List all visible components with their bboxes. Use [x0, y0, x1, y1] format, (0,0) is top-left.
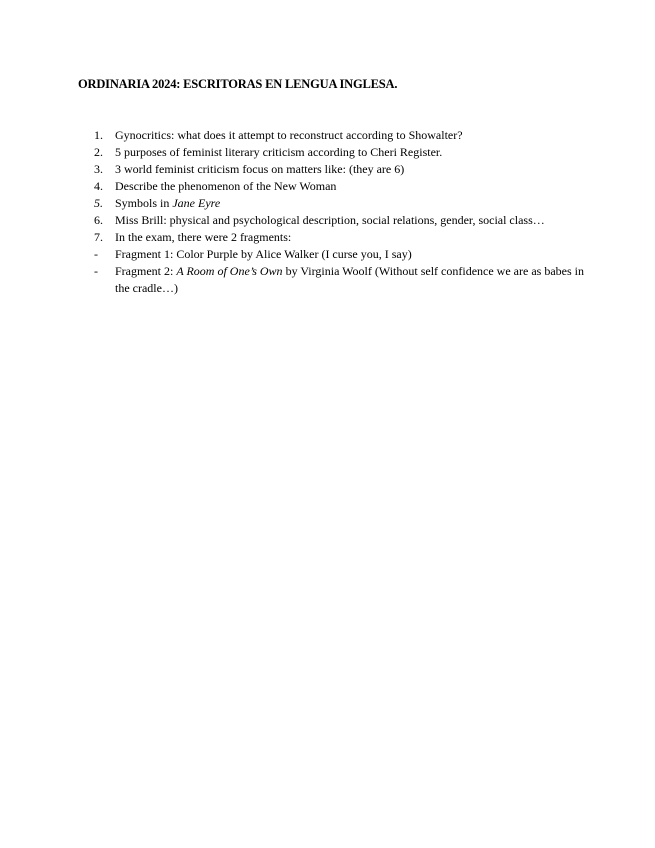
text-run: Miss Brill: physical and psychological description, social relations, gender, social class… [115, 213, 545, 227]
list-marker: 4. [94, 179, 103, 193]
text-run: Fragment 2: [115, 264, 177, 278]
text-run: Fragment 1: Color Purple by Alice Walker (I curse you, I say) [115, 247, 412, 261]
list-marker: 1. [94, 128, 103, 142]
question-item [94, 161, 594, 178]
document-title: ORDINARIA 2024: ESCRITORAS EN LENGUA INGLESA. [78, 77, 398, 91]
list-item-text [115, 212, 594, 229]
list-marker: 3. [94, 162, 103, 176]
list-marker: 6. [94, 213, 103, 227]
text-run: 5 purposes of feminist literary criticism according to Cheri Register. [115, 145, 443, 159]
list-marker: 7. [94, 230, 103, 244]
question-list [94, 127, 594, 297]
list-item-text [115, 127, 594, 144]
list-marker: 5. [94, 196, 103, 210]
question-item [94, 178, 594, 195]
fragment-item [94, 246, 594, 263]
question-item [94, 195, 594, 212]
text-run: Gynocritics: what does it attempt to reconstruct according to Showalter? [115, 128, 463, 142]
italic-title-text: Jane Eyre [172, 196, 221, 210]
list-item-text [115, 263, 594, 297]
text-run: In the exam, there were 2 fragments: [115, 230, 292, 244]
list-item-text [115, 229, 594, 246]
question-item [94, 229, 594, 246]
question-item [94, 144, 594, 161]
list-item-text [115, 246, 594, 263]
list-item-text [115, 144, 594, 161]
list-item-text [115, 178, 594, 195]
question-item [94, 212, 594, 229]
fragment-item [94, 263, 594, 297]
italic-title-text: A Room of One’s Own [176, 264, 283, 278]
list-marker: 2. [94, 145, 103, 159]
text-run: Symbols in [115, 196, 173, 210]
list-item-text [115, 161, 594, 178]
question-item [94, 127, 594, 144]
text-run: 3 world feminist criticism focus on matters like: (they are 6) [115, 162, 405, 176]
text-run: by Virginia Woolf (Without self confidence we are as babes in the cradle…) [115, 264, 584, 295]
text-run: Describe the phenomenon of the New Woman [115, 179, 337, 193]
list-item-text [115, 195, 594, 212]
list-marker: - [94, 247, 98, 261]
list-marker: - [94, 264, 98, 278]
